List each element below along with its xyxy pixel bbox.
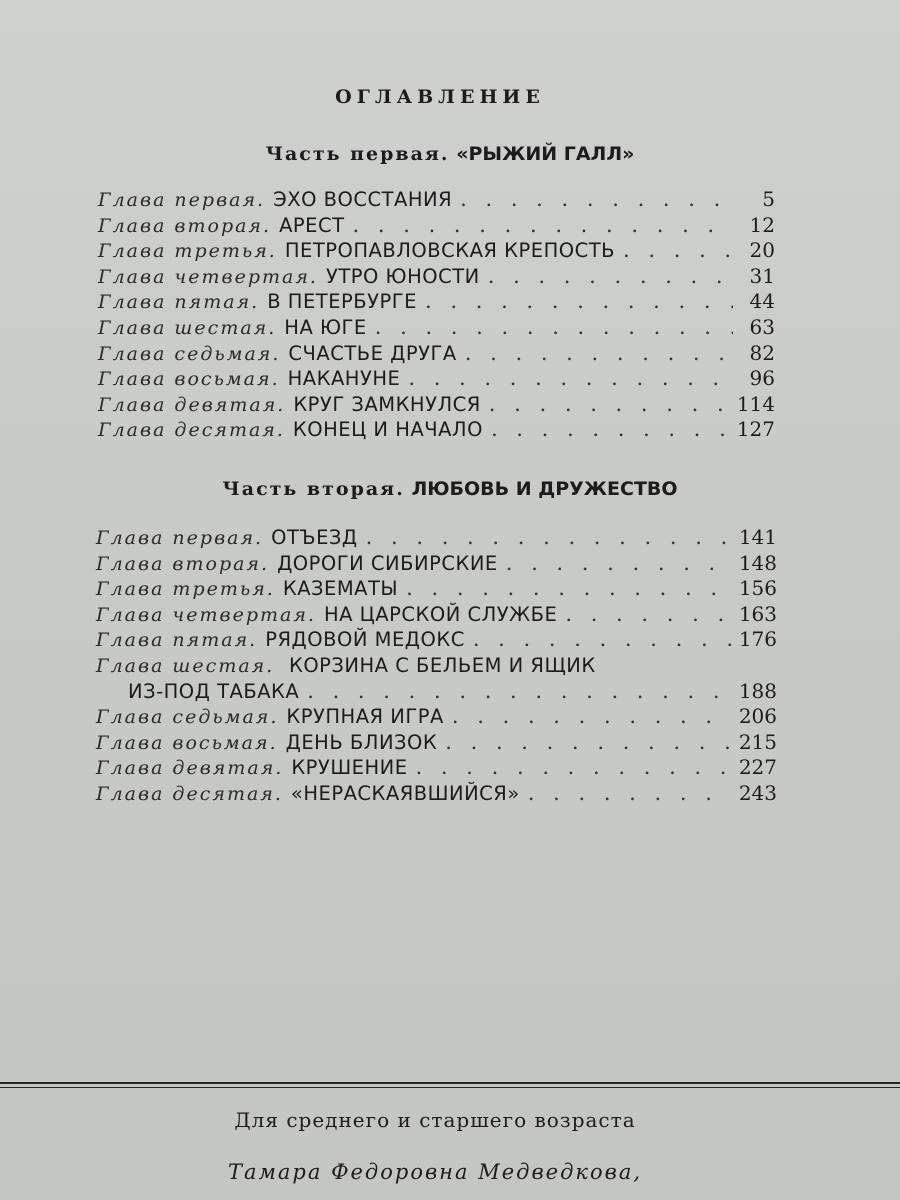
dot-leader	[452, 704, 731, 730]
chapter-number: Глава третья.	[96, 578, 275, 601]
chapter-title: ПЕТРОПАВЛОВСКАЯ КРЕПОСТЬ	[284, 239, 616, 263]
page-number: 127	[736, 417, 775, 442]
chapter-row	[0, 187, 775, 213]
page-number: 215	[738, 729, 777, 754]
dot-leader	[408, 366, 733, 392]
chapter-title: КОНЕЦ И НАЧАЛО	[292, 418, 483, 442]
chapter-number: Глава пятая.	[98, 291, 260, 314]
chapter-row	[0, 730, 777, 756]
chapter-title: НА ЮГЕ	[284, 315, 367, 339]
chapter-row	[0, 627, 777, 653]
chapter-number: Глава первая.	[98, 189, 266, 211]
chapter-number: Глава вторая.	[96, 552, 270, 575]
dot-leader	[528, 781, 731, 807]
chapter-title-continued: ИЗ-ПОД ТАБАКА	[128, 679, 300, 703]
dot-leader	[366, 525, 731, 551]
page-number: 44	[749, 289, 775, 314]
part-number: Часть вторая.	[222, 478, 405, 500]
chapter-row	[0, 392, 775, 418]
page-number: 176	[738, 627, 777, 652]
chapter-title: КРУШЕНИЕ	[291, 756, 408, 780]
chapter-list	[0, 187, 900, 443]
dot-leader	[307, 679, 731, 705]
chapter-number: Глава седьмая.	[98, 342, 281, 365]
author-name: Тамара Федоровна Медведкова,	[227, 1160, 643, 1184]
page-number: 20	[749, 238, 775, 263]
part-number: Часть первая.	[265, 143, 450, 165]
page-title: ОГЛАВЛЕНИЕ	[335, 86, 545, 108]
chapter-title: ОТЪЕЗД	[271, 526, 358, 549]
chapter-row	[0, 525, 777, 551]
dot-leader	[425, 289, 733, 315]
part-heading	[0, 143, 900, 165]
page-number: 243	[738, 780, 777, 805]
chapter-row	[0, 213, 775, 239]
chapter-row	[0, 289, 775, 315]
chapter-number: Глава четвертая.	[98, 265, 318, 288]
chapter-line	[96, 679, 777, 705]
chapter-row	[0, 341, 775, 367]
chapter-number: Глава восьмая.	[96, 731, 278, 754]
chapter-number: Глава десятая.	[98, 419, 285, 442]
chapter-row	[0, 238, 775, 264]
chapter-number: Глава четвертая.	[96, 603, 316, 626]
chapter-row	[0, 653, 777, 704]
part-heading	[0, 478, 900, 500]
dot-leader	[565, 602, 730, 628]
part-name: ЛЮБОВЬ И ДРУЖЕСТВО	[411, 478, 678, 500]
dot-leader	[489, 392, 729, 418]
chapter-line	[96, 653, 777, 679]
chapter-number: Глава седьмая.	[96, 706, 279, 729]
chapter-title: НАКАНУНЕ	[287, 367, 401, 391]
page-number: 227	[738, 755, 777, 780]
chapter-row	[0, 366, 775, 392]
divider-rule	[0, 1082, 900, 1084]
chapter-row	[0, 781, 777, 807]
chapter-title: КРУГ ЗАМКНУЛСЯ	[293, 392, 481, 416]
chapter-number: Глава вторая.	[98, 214, 272, 237]
page-number: 96	[749, 366, 775, 391]
chapter-row	[0, 551, 777, 577]
chapter-row	[0, 602, 777, 628]
chapter-title: РЯДОВОЙ МЕДОКС	[265, 628, 465, 652]
page-number: 188	[738, 678, 777, 703]
chapter-row	[0, 755, 777, 781]
chapter-number: Глава восьмая.	[98, 368, 280, 391]
page-number: 12	[749, 212, 775, 237]
chapter-title: «НЕРАСКАЯВШИЙСЯ»	[290, 781, 520, 805]
chapter-number: Глава шестая.	[96, 654, 275, 677]
dot-leader	[416, 755, 731, 781]
dot-leader	[506, 551, 731, 577]
part-name: «РЫЖИЙ ГАЛЛ»	[456, 143, 635, 165]
chapter-list	[0, 525, 900, 807]
page-number: 82	[749, 340, 775, 365]
chapter-row	[0, 264, 775, 290]
chapter-title: АРЕСТ	[279, 213, 345, 237]
dot-leader	[445, 730, 731, 756]
page-number: 156	[738, 576, 777, 601]
chapter-title: СЧАСТЬЕ ДРУГА	[288, 341, 457, 365]
divider-rule	[0, 1087, 900, 1088]
chapter-number: Глава десятая.	[96, 782, 283, 805]
age-note: Для среднего и старшего возраста	[234, 1108, 636, 1132]
page-number: 114	[736, 391, 775, 416]
page-number: 63	[749, 314, 775, 339]
page-number: 206	[738, 704, 777, 729]
page-number: 148	[738, 550, 777, 575]
chapter-title: КРУПНАЯ ИГРА	[286, 705, 444, 729]
page-number: 5	[762, 187, 775, 211]
chapter-row	[0, 417, 775, 443]
dot-leader	[623, 238, 733, 264]
chapter-title: ЭХО ВОССТАНИЯ	[273, 188, 453, 211]
dot-leader	[460, 187, 733, 213]
chapter-number: Глава первая.	[96, 527, 264, 549]
dot-leader	[353, 213, 733, 239]
dot-leader	[488, 264, 733, 290]
chapter-title: ДЕНЬ БЛИЗОК	[285, 730, 438, 754]
dot-leader	[406, 576, 731, 602]
dot-leader	[375, 315, 733, 341]
chapter-title: КОРЗИНА С БЕЛЬЕМ И ЯЩИК	[288, 653, 596, 677]
dot-leader	[465, 341, 733, 367]
dot-leader	[473, 627, 731, 653]
dot-leader	[491, 417, 729, 443]
page-number: 141	[738, 525, 777, 549]
chapter-number: Глава третья.	[98, 240, 277, 263]
chapter-row	[0, 315, 775, 341]
chapter-title: НА ЦАРСКОЙ СЛУЖБЕ	[323, 602, 558, 626]
chapter-title: УТРО ЮНОСТИ	[325, 264, 480, 288]
chapter-title: ДОРОГИ СИБИРСКИЕ	[277, 551, 498, 575]
chapter-number: Глава шестая.	[98, 316, 277, 339]
chapter-number: Глава пятая.	[96, 629, 258, 652]
chapter-number: Глава девятая.	[98, 393, 286, 416]
page-number: 31	[749, 263, 775, 288]
chapter-title: КАЗЕМАТЫ	[282, 577, 399, 601]
page-number: 163	[738, 601, 777, 626]
chapter-row	[0, 576, 777, 602]
chapter-title: В ПЕТЕРБУРГЕ	[267, 290, 418, 314]
chapter-number: Глава девятая.	[96, 757, 284, 780]
chapter-row	[0, 704, 777, 730]
